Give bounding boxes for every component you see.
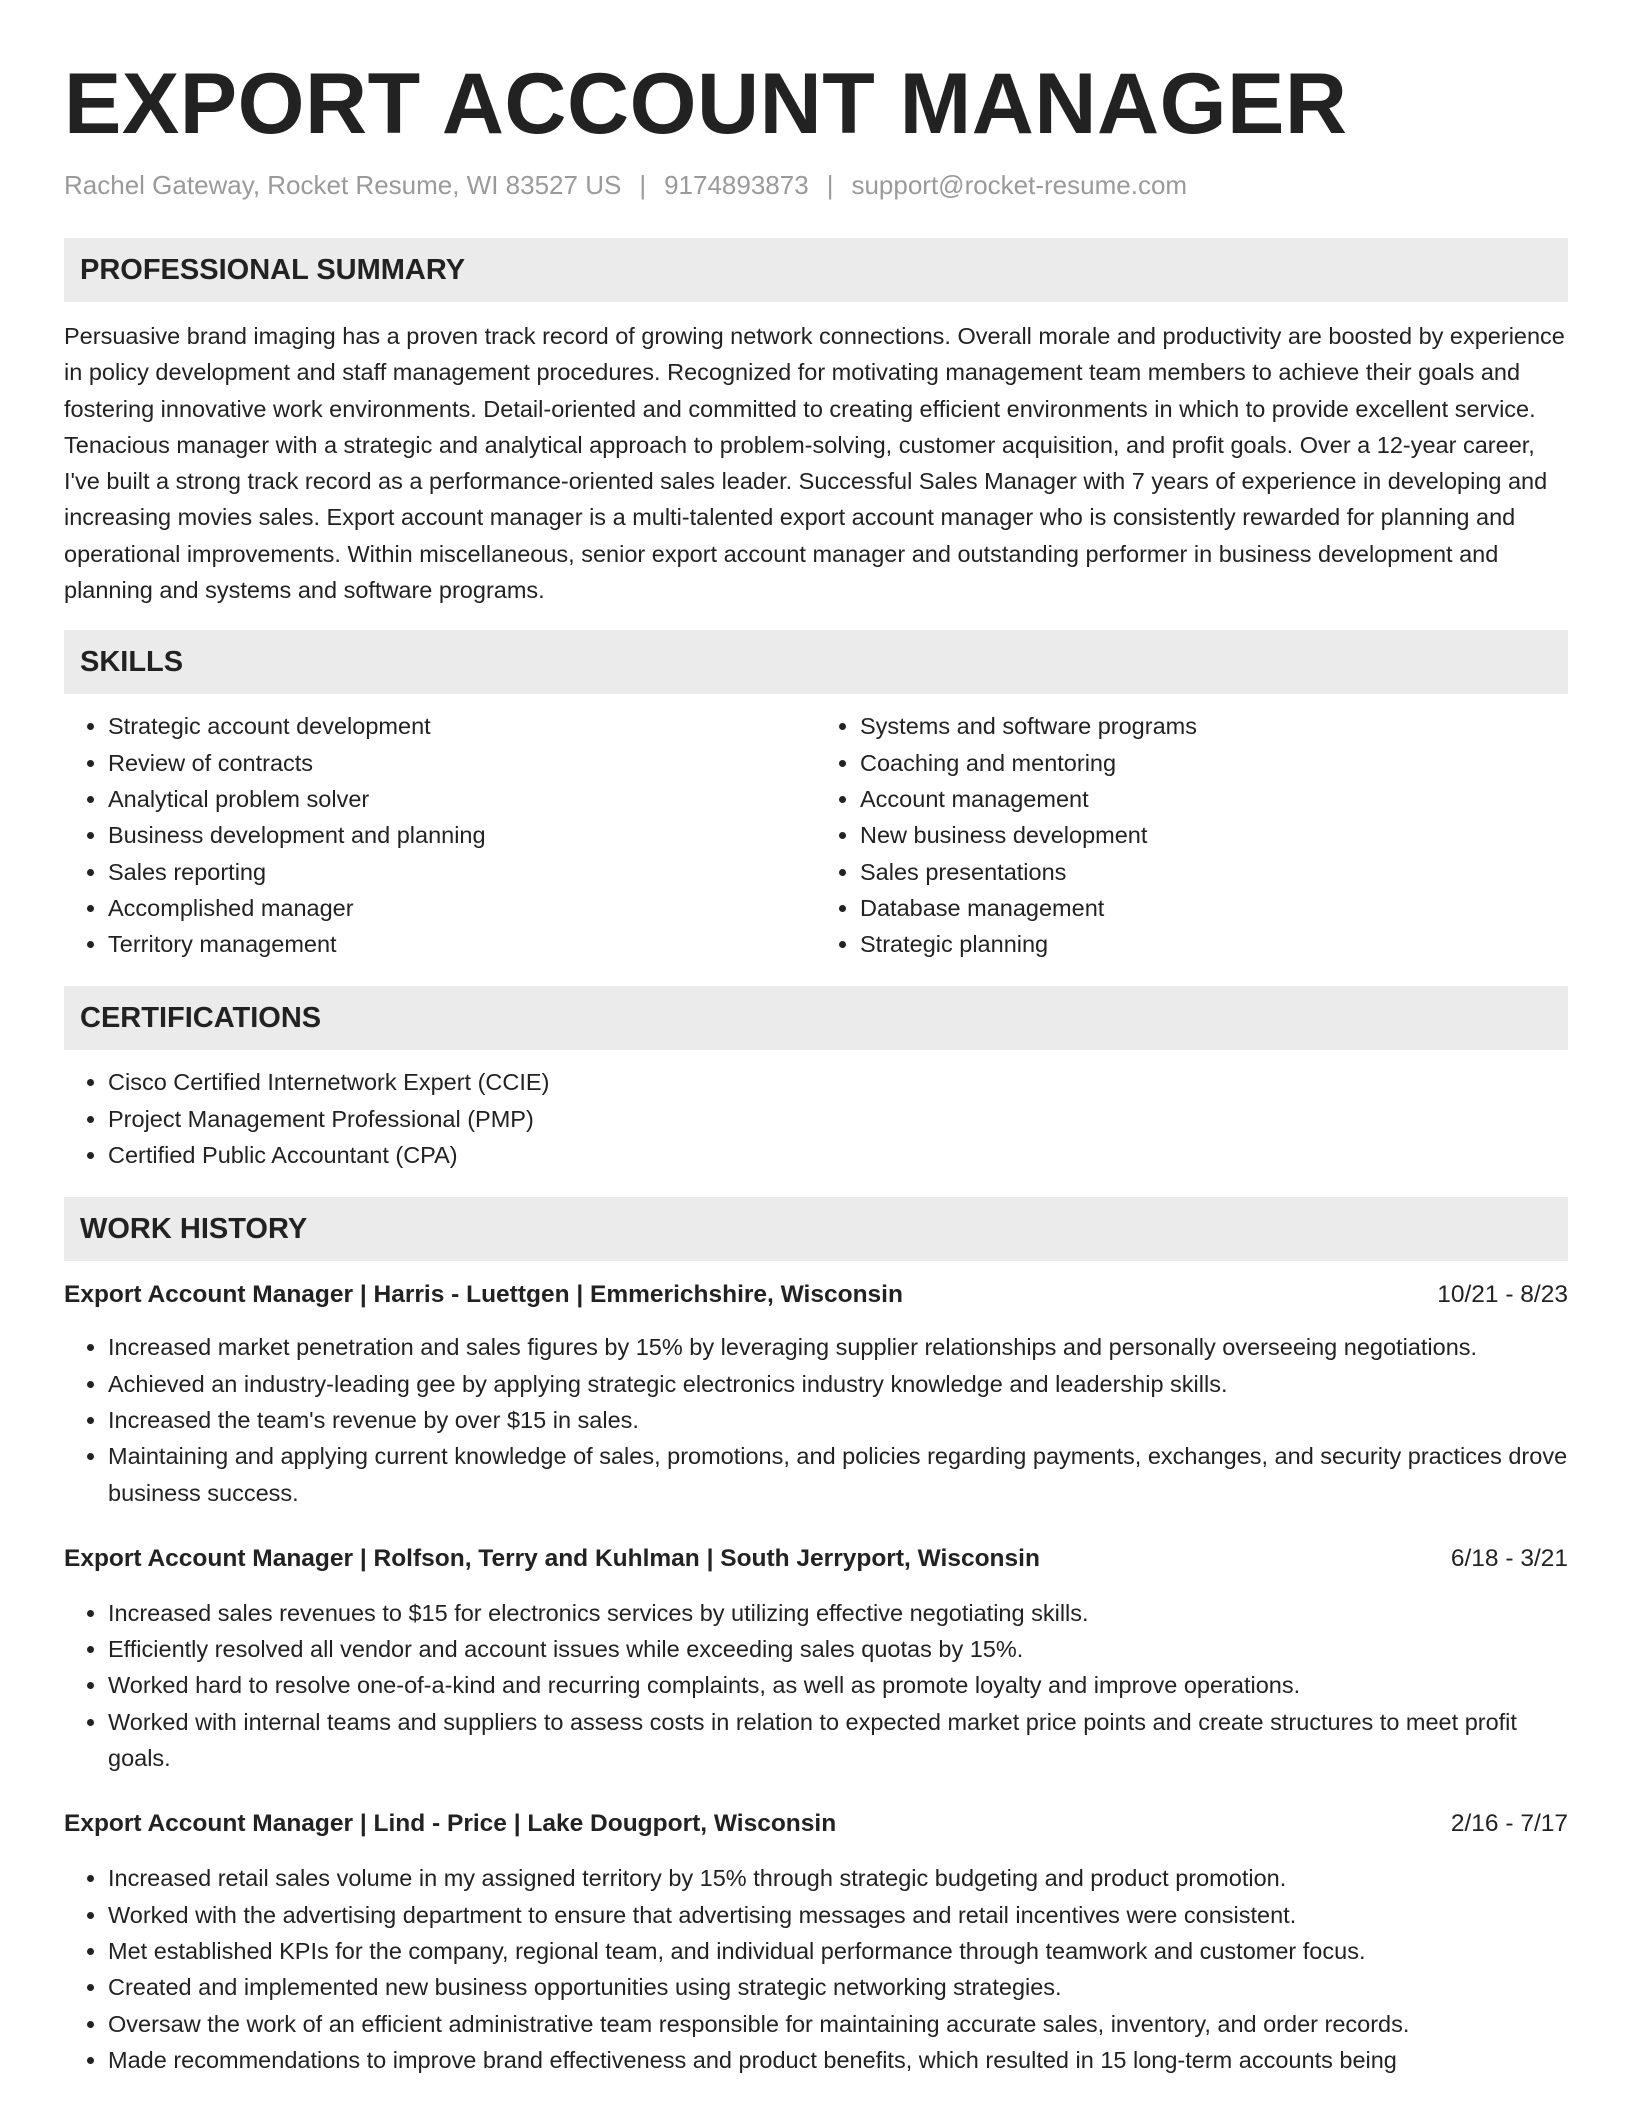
summary-text: Persuasive brand imaging has a proven track record of growing network connections. Overall morale and productivity are boosted by experience in policy development and staff management procedures. Recognized for motivating management team members to achieve their goals and fostering innovative work environments. Detail-oriented and committed to creating efficient environments in which to provide excellent service. Tenacious manager with a strategic and analytical approach to problem-solving, customer acquisition, and profit goals. Over a 12-year career, I've built a strong track record as a performance-oriented sales leader. Successful Sales Manager with 7 years of experience in developing and increasing movies sales. Export account manager is a multi-talented export account manager who is consistently rewarded for planning and operational improvements. Within miscellaneous, senior export account manager and outstanding performer in business development and planning and systems and software programs. xyxy=(64,323,1565,604)
skill-item: • Accomplished manager xyxy=(108,890,816,926)
job-bullets xyxy=(64,1860,1568,2078)
skill-item: • Systems and software programs xyxy=(860,708,1568,744)
contact-separator: | xyxy=(639,170,647,200)
job-bullet: • Met established KPIs for the company, regional team, and individual performance through teamwork and customer focus. xyxy=(108,1933,1568,1969)
job-dates: 2/16 - 7/17 xyxy=(1450,1810,1568,1838)
skills-column-right xyxy=(816,708,1568,962)
job-entry xyxy=(64,1541,1568,1776)
skill-item: • Coaching and mentoring xyxy=(860,745,1568,781)
job-header xyxy=(64,1277,1568,1313)
job-bullets xyxy=(64,1595,1568,1776)
skills-column-left xyxy=(64,708,816,962)
skill-item: • New business development xyxy=(860,817,1568,853)
skill-item: • Sales reporting xyxy=(108,854,816,890)
contact-separator: | xyxy=(826,170,834,200)
certifications-list xyxy=(64,1064,1568,1173)
certifications-heading: CERTIFICATIONS xyxy=(64,986,1568,1050)
contact-address: Rachel Gateway, Rocket Resume, WI 83527 US xyxy=(64,170,622,200)
job-bullet: • Worked with the advertising department to ensure that advertising messages and retail incentives were consistent. xyxy=(108,1897,1568,1933)
job-header xyxy=(64,1541,1568,1577)
contact-line xyxy=(64,168,1568,202)
contact-email[interactable]: support@rocket-resume.com xyxy=(851,170,1188,200)
certification-item: • Cisco Certified Internetwork Expert (CCIE) xyxy=(108,1064,1568,1100)
skill-item: • Strategic account development xyxy=(108,708,816,744)
job-bullet: • Worked hard to resolve one-of-a-kind and recurring complaints, as well as promote loyalty and improve operations. xyxy=(108,1667,1568,1703)
job-title: Export Account Manager | Harris - Luettgen | Emmerichshire, Wisconsin xyxy=(64,1281,903,1309)
job-bullet: • Created and implemented new business opportunities using strategic networking strategies. xyxy=(108,1969,1568,2005)
certification-item: • Certified Public Accountant (CPA) xyxy=(108,1137,1568,1173)
job-title: Export Account Manager | Rolfson, Terry and Kuhlman | South Jerryport, Wisconsin xyxy=(64,1544,1040,1572)
job-bullet: • Oversaw the work of an efficient administrative team responsible for maintaining accurate sales, inventory, and order records. xyxy=(108,2006,1568,2042)
skill-item: • Review of contracts xyxy=(108,745,816,781)
certification-item: • Project Management Professional (PMP) xyxy=(108,1101,1568,1137)
skill-item: • Analytical problem solver xyxy=(108,781,816,817)
job-dates: 10/21 - 8/23 xyxy=(1437,1281,1568,1309)
job-bullets xyxy=(64,1329,1568,1510)
contact-phone: 9174893873 xyxy=(664,170,809,200)
skill-item: • Sales presentations xyxy=(860,854,1568,890)
skill-item: • Database management xyxy=(860,890,1568,926)
skill-item: • Strategic planning xyxy=(860,926,1568,962)
job-bullet: • Worked with internal teams and suppliers to assess costs in relation to expected market price points and create structures to meet profit goals. xyxy=(108,1704,1568,1777)
job-bullet: • Increased market penetration and sales figures by 15% by leveraging supplier relationships and personally overseeing negotiations. xyxy=(108,1329,1568,1365)
skill-item: • Territory management xyxy=(108,926,816,962)
job-bullet: • Achieved an industry-leading gee by applying strategic electronics industry knowledge and leadership skills. xyxy=(108,1366,1568,1402)
job-dates: 6/18 - 3/21 xyxy=(1450,1544,1568,1572)
skill-item: • Business development and planning xyxy=(108,817,816,853)
job-bullet: • Increased the team's revenue by over $15 in sales. xyxy=(108,1402,1568,1438)
job-bullet: • Efficiently resolved all vendor and account issues while exceeding sales quotas by 15%. xyxy=(108,1631,1568,1667)
job-title: Export Account Manager | Lind - Price | Lake Dougport, Wisconsin xyxy=(64,1810,837,1838)
job-bullet: • Increased sales revenues to $15 for electronics services by utilizing effective negotiating skills. xyxy=(108,1595,1568,1631)
work-history-heading: WORK HISTORY xyxy=(64,1197,1568,1261)
resume-page xyxy=(64,0,1568,2078)
resume-title: EXPORT ACCOUNT MANAGER xyxy=(64,56,1348,152)
skills-heading: SKILLS xyxy=(64,630,1568,694)
job-header xyxy=(64,1806,1568,1842)
skill-item: • Account management xyxy=(860,781,1568,817)
job-entry xyxy=(64,1277,1568,1510)
job-bullet: • Maintaining and applying current knowledge of sales, promotions, and policies regarding payments, exchanges, and security practices drove business success. xyxy=(108,1438,1568,1511)
job-bullet: • Increased retail sales volume in my assigned territory by 15% through strategic budgeting and product promotion. xyxy=(108,1860,1568,1896)
job-entry xyxy=(64,1806,1568,2078)
summary-heading: PROFESSIONAL SUMMARY xyxy=(64,238,1568,302)
skills-list xyxy=(64,708,1568,962)
job-bullet: • Made recommendations to improve brand effectiveness and product benefits, which resulted in 15 long-term accounts being xyxy=(108,2042,1568,2078)
